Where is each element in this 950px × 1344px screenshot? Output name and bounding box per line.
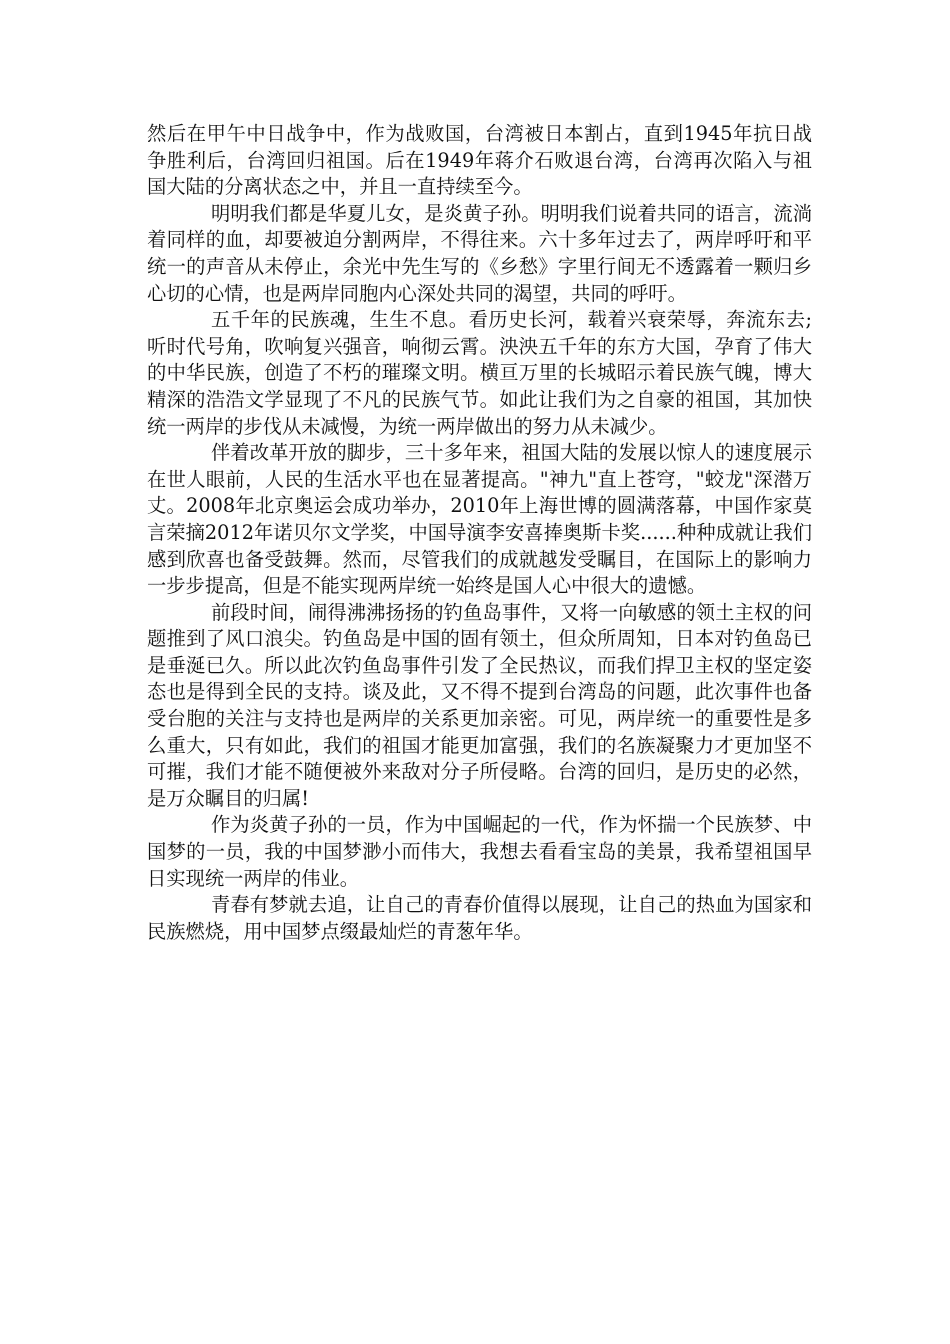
paragraph-4: 伴着改革开放的脚步，三十多年来，祖国大陆的发展以惊人的速度展示在世人眼前，人民的生活水平也在显著提高。"神九"直上苍穹，"蛟龙"深潜万丈。2008年北京奥运会成功举办，2010年上海世博的圆满落幕，中国作家莫言荣摘2012年诺贝尔文学奖，中国导演李安喜捧奥斯卡奖......种种成就让我们感到欣喜也备受鼓舞。然而，尽管我们的成就越发受瞩目，在国际上的影响力一步步提高，但是不能实现两岸统一始终是国人心中很大的遗憾。 [147, 441, 812, 598]
document-body [147, 121, 812, 945]
paragraph-6: 作为炎黄子孙的一员，作为中国崛起的一代，作为怀揣一个民族梦、中国梦的一员，我的中国梦渺小而伟大，我想去看看宝岛的美景，我希望祖国早日实现统一两岸的伟业。 [147, 813, 812, 890]
paragraph-2: 明明我们都是华夏儿女，是炎黄子孙。明明我们说着共同的语言，流淌着同样的血，却要被迫分割两岸，不得往来。六十多年过去了，两岸呼吁和平统一的声音从未停止，余光中先生写的《乡愁》字里行间无不透露着一颗归乡心切的心情，也是两岸同胞内心深处共同的渴望，共同的呼吁。 [147, 201, 812, 305]
paragraph-7: 青春有梦就去追，让自己的青春价值得以展现，让自己的热血为国家和民族燃烧，用中国梦点缀最灿烂的青葱年华。 [147, 893, 812, 943]
paragraph-3: 五千年的民族魂，生生不息。看历史长河，载着兴衰荣辱，奔流东去;听时代号角，吹响复兴强音，响彻云霄。泱泱五千年的东方大国，孕育了伟大的中华民族，创造了不朽的璀璨文明。横亘万里的长城昭示着民族气魄，博大精深的浩浩文学显现了不凡的民族气节。如此让我们为之自豪的祖国，其加快统一两岸的步伐从未减慢，为统一两岸做出的努力从未减少。 [147, 308, 812, 438]
paragraph-1: 然后在甲午中日战争中，作为战败国，台湾被日本割占，直到1945年抗日战争胜利后，台湾回归祖国。后在1949年蒋介石败退台湾，台湾再次陷入与祖国大陆的分离状态之中，并且一直持续至今。 [147, 122, 812, 199]
paragraph-5: 前段时间，闹得沸沸扬扬的钓鱼岛事件，又将一向敏感的领土主权的问题推到了风口浪尖。钓鱼岛是中国的固有领土，但众所周知，日本对钓鱼岛已是垂涎已久。所以此次钓鱼岛事件引发了全民热议，而我们捍卫主权的坚定姿态也是得到全民的支持。谈及此，又不得不提到台湾岛的问题，此次事件也备受台胞的关注与支持也是两岸的关系更加亲密。可见，两岸统一的重要性是多么重大，只有如此，我们的祖国才能更加富强，我们的名族凝聚力才更加坚不可摧，我们才能不随便被外来敌对分子所侵略。台湾的回归，是历史的必然，是万众瞩目的归属! [147, 600, 812, 810]
